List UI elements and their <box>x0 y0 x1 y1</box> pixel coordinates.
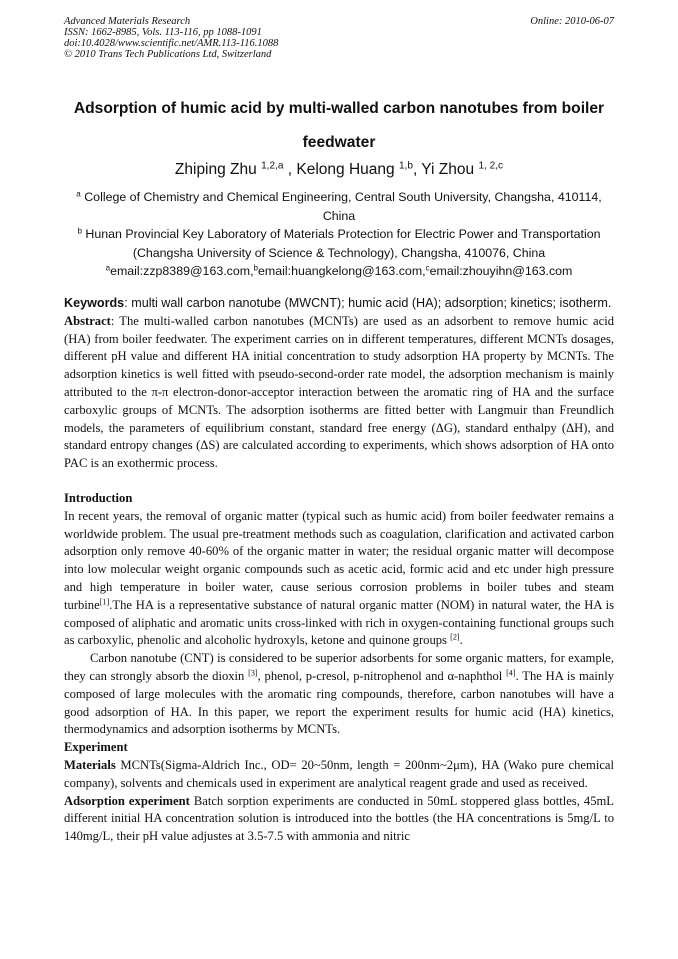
author-affiliation-mark: 1, 2,c <box>478 160 504 172</box>
affiliation-a <box>64 188 614 207</box>
email-link[interactable]: email:zhouyihn@163.com <box>429 264 573 278</box>
abstract-label: Abstract <box>64 313 111 328</box>
journal-header <box>64 16 278 60</box>
paragraph-text: .The HA is a representative substance of natural organic matter (NOM) in natural water, the HA is composed of aliphatic and aromatic units cross-linked with rich in oxygen-containing functional groups such as carboxylic, phenolic and alcoholic hydroxyls, ketone and quinone groups <box>64 597 614 648</box>
paragraph-text: In recent years, the removal of organic matter (typical such as humic acid) from boiler feedwater remains a worldwide problem. The usual pre-treatment methods such as coagulation, clarification and activated carbon adsorption only remove 40-60% of the organic matter in water; the residual organic matter will decompose into low molecular weight organic compounds such as acetic acid, formic acid and etc under high pressure and high temperature in boiler water, cause serious corrosion problems in boiler tubes and steam turbine <box>64 508 614 612</box>
affiliations <box>64 188 614 281</box>
title-line-2: feedwater <box>302 134 376 151</box>
introduction-paragraph-1 <box>64 508 614 650</box>
email-line <box>64 262 614 281</box>
email-link[interactable]: email:zzp8389@163.com, <box>110 264 254 278</box>
affiliation-text: Hunan Provincial Key Laboratory of Materials Protection for Electric Power and Transportation <box>81 227 601 241</box>
online-date-text: Online: 2010-06-07 <box>530 16 614 27</box>
materials-text: MCNTs(Sigma-Aldrich Inc., OD= 20~50nm, length = 200nm~2μm), HA (Wako pure chemical company), solvents and chemicals used in experiment are analytical reagent grade and used as received. <box>64 757 614 790</box>
affiliation-b <box>64 225 614 244</box>
online-date <box>530 16 614 27</box>
introduction-paragraph-2 <box>64 650 614 739</box>
materials-label: Materials <box>64 757 116 772</box>
affiliation-text: College of Chemistry and Chemical Engineering, Central South University, Changsha, 410114, <box>80 190 602 204</box>
author-separator: , <box>412 161 422 178</box>
author-name: Zhiping Zhu <box>174 161 257 178</box>
journal-name: Advanced Materials Research <box>64 16 191 27</box>
email-mark: a <box>105 263 111 273</box>
affiliation-a-country: China <box>322 208 356 223</box>
doi-line: doi:10.4028/www.scientific.net/AMR.113-116.1088 <box>64 38 279 49</box>
paragraph-text: . The HA is mainly composed of large molecules with the aromatic ring compounds, therefore, carbon nanotubes will have a good adsorption of HA. In this paper, we report the experiment results for humic acid (HA) kinetics, thermodynamics and adsorption isotherms by MCNTs. <box>64 668 614 737</box>
author-separator: , <box>283 161 297 178</box>
issn-line: ISSN: 1662-8985, Vols. 113-116, pp 1088-1091 <box>64 27 262 38</box>
author-name: Kelong Huang <box>296 161 395 178</box>
materials-paragraph <box>64 757 614 793</box>
keywords-paragraph <box>64 295 614 313</box>
keywords-text: : multi wall carbon nanotube (MWCNT); humic acid (HA); adsorption; kinetics; isotherm. <box>124 296 612 310</box>
paragraph-text: . <box>459 633 463 648</box>
email-link[interactable]: email:huangkelong@163.com, <box>258 264 426 278</box>
copyright-line: © 2010 Trans Tech Publications Ltd, Switzerland <box>64 49 272 60</box>
keywords-label: Keywords <box>64 296 125 310</box>
paper-body <box>64 295 614 846</box>
paragraph-text: Carbon nanotube (CNT) is considered to be superior adsorbents for some organic matters, for example, they can strongly absorb the dioxin <box>64 651 614 683</box>
author-affiliation-mark: 1,b <box>398 160 413 172</box>
citation-ref[interactable]: [2] <box>450 632 460 642</box>
adsorption-text: Batch sorption experiments are conducted in 50mL stoppered glass bottles, 45mL different initial HA concentration solution is introduced into the bottles (the HA concentrations is 5mg/L to 140mg/L, their pH value adjustes at 3.5-7.5 with ammonia and nitric <box>64 793 614 844</box>
author-list <box>40 160 638 180</box>
author-name: Yi Zhou <box>421 161 475 178</box>
title-line-1: Adsorption of humic acid by multi-walled carbon nanotubes from boiler <box>73 100 605 117</box>
author-affiliation-mark: 1,2,a <box>261 160 284 172</box>
section-gap <box>64 473 614 490</box>
affiliation-mark: b <box>77 226 82 236</box>
email-mark: b <box>253 263 259 273</box>
adsorption-paragraph <box>64 793 614 846</box>
affiliation-mark: a <box>76 189 81 199</box>
introduction-heading: Introduction <box>64 490 133 505</box>
experiment-heading: Experiment <box>64 740 128 755</box>
citation-ref[interactable]: [4] <box>506 668 516 678</box>
abstract-paragraph <box>64 313 614 473</box>
citation-ref[interactable]: [3] <box>248 668 258 678</box>
abstract-text: : The multi-walled carbon nanotubes (MCNTs) are used as an adsorbent to remove humic acid (HA) from boiler feedwater. The experiment carries on in different temperatures, different MCNTs dosages, different pH value and different HA initial concentration to study adsorption HA property by MCNTs. The adsorption kinetics is well fitted with pseudo-second-order rate model, the adsorption mechanism is mainly attributed to the π-π electron-donor-acceptor interaction between the aromatic ring of HA and the surface carboxylic groups of MCNTs. The adsorption isotherms are fitted better with Langmuir than Freundlich models, the parameters of equilibrium constant, standard free energy (ΔG), standard enthalpy (ΔH), and standard entropy changes (ΔS) are calculated according to experiments, which shows adsorption of HA onto PAC is an exothermic process. <box>64 313 614 471</box>
citation-ref[interactable]: [1] <box>99 597 110 607</box>
email-mark: c <box>425 263 430 273</box>
affiliation-b-line2: (Changsha University of Science & Technology), Changsha, 410076, China <box>132 245 546 260</box>
adsorption-label: Adsorption experiment <box>64 793 190 808</box>
paper-title <box>40 92 638 160</box>
paragraph-text: , phenol, p-cresol, p-nitrophenol and α-naphthol <box>257 668 507 683</box>
